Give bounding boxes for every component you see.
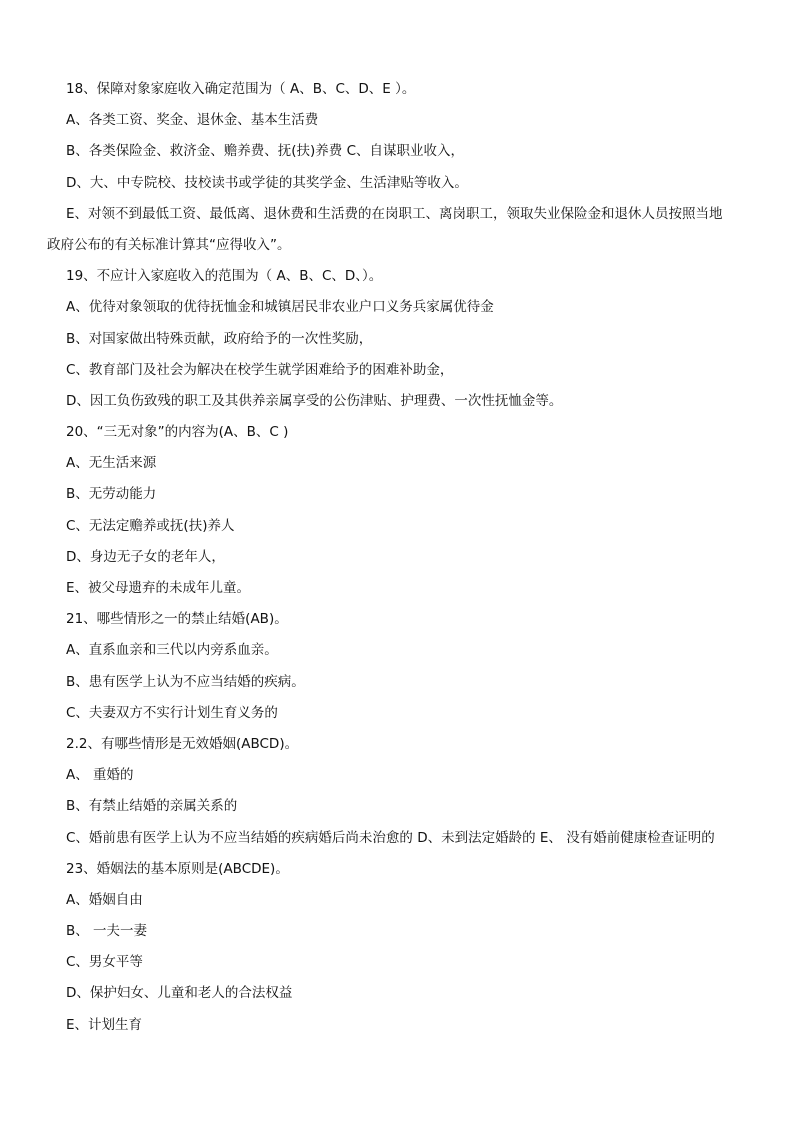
q19-option-c: C、教育部门及社会为解决在校学生就学困难给予的困难补助金， xyxy=(66,361,454,378)
q20-question: 20、“三无对象”的内容为(A、B、C ) xyxy=(66,424,289,441)
q18-option-e-continued: 政府公布的有关标准计算其“应得收入”。 xyxy=(47,236,291,253)
q19-question: 19、不应计入家庭收入的范围为（ A、B、C、D、）。 xyxy=(66,268,383,285)
q23-option-b: B、 一夫一妻 xyxy=(66,923,148,940)
q20-option-d: D、身边无子女的老年人， xyxy=(66,548,225,565)
q18-option-b-c: B、各类保险金、救济金、赡养费、抚(扶)养费 C、自谋职业收入， xyxy=(66,143,465,160)
document-body xyxy=(47,74,756,1041)
q20-option-e: E、被父母遗弃的未成年儿童。 xyxy=(66,580,251,596)
q22-option-a: A、 重婚的 xyxy=(66,767,134,784)
q19-option-b: B、对国家做出特殊贡献，政府给予的一次性奖励， xyxy=(66,330,373,347)
q18-option-d: D、大、中专院校、技校读书或学徒的其奖学金、生活津贴等收入。 xyxy=(66,174,468,191)
q20-option-b: B、无劳动能力 xyxy=(66,486,157,503)
q23-option-e: E、计划生育 xyxy=(66,1016,143,1033)
q22-question: 2.2、有哪些情形是无效婚姻(ABCD)。 xyxy=(66,735,299,752)
q18-option-a: A、各类工资、奖金、退休金、基本生活费 xyxy=(66,112,319,129)
q18-question: 18、保障对象家庭收入确定范围为（ A、B、C、D、E ）。 xyxy=(66,81,416,97)
q21-option-c: C、夫妻双方不实行计划生育义务的 xyxy=(66,704,278,721)
q20-option-c: C、无法定赡养或抚(扶)养人 xyxy=(66,517,235,534)
q21-option-a: A、直系血亲和三代以内旁系血亲。 xyxy=(66,642,278,659)
q22-option-b: B、有禁止结婚的亲属关系的 xyxy=(66,798,238,815)
q18-option-e: E、对领不到最低工资、最低离、退休费和生活费的在岗职工、离岗职工，领取失业保险金和退休人员按照当地 xyxy=(66,205,723,222)
q23-question: 23、婚姻法的基本原则是(ABCDE)。 xyxy=(66,860,289,877)
q20-option-a: A、无生活来源 xyxy=(66,455,157,472)
q21-question: 21、哪些情形之一的禁止结婚(AB)。 xyxy=(66,611,288,628)
q19-option-d: D、因工负伤致残的职工及其供养亲属享受的公伤津贴、护理费、一次性抚恤金等。 xyxy=(66,392,563,409)
q23-option-d: D、保护妇女、儿童和老人的合法权益 xyxy=(66,985,293,1002)
q23-option-c: C、男女平等 xyxy=(66,954,143,971)
q21-option-b: B、患有医学上认为不应当结婚的疾病。 xyxy=(66,673,305,690)
q23-option-a: A、婚姻自由 xyxy=(66,891,143,908)
q19-option-a: A、优待对象领取的优待抚恤金和城镇居民非农业户口义务兵家属优待金 xyxy=(66,299,494,316)
q22-option-c-d-e: C、婚前患有医学上认为不应当结婚的疾病婚后尚未治愈的 D、未到法定婚龄的 E、 没有婚前健康检查证明的 xyxy=(66,829,715,846)
